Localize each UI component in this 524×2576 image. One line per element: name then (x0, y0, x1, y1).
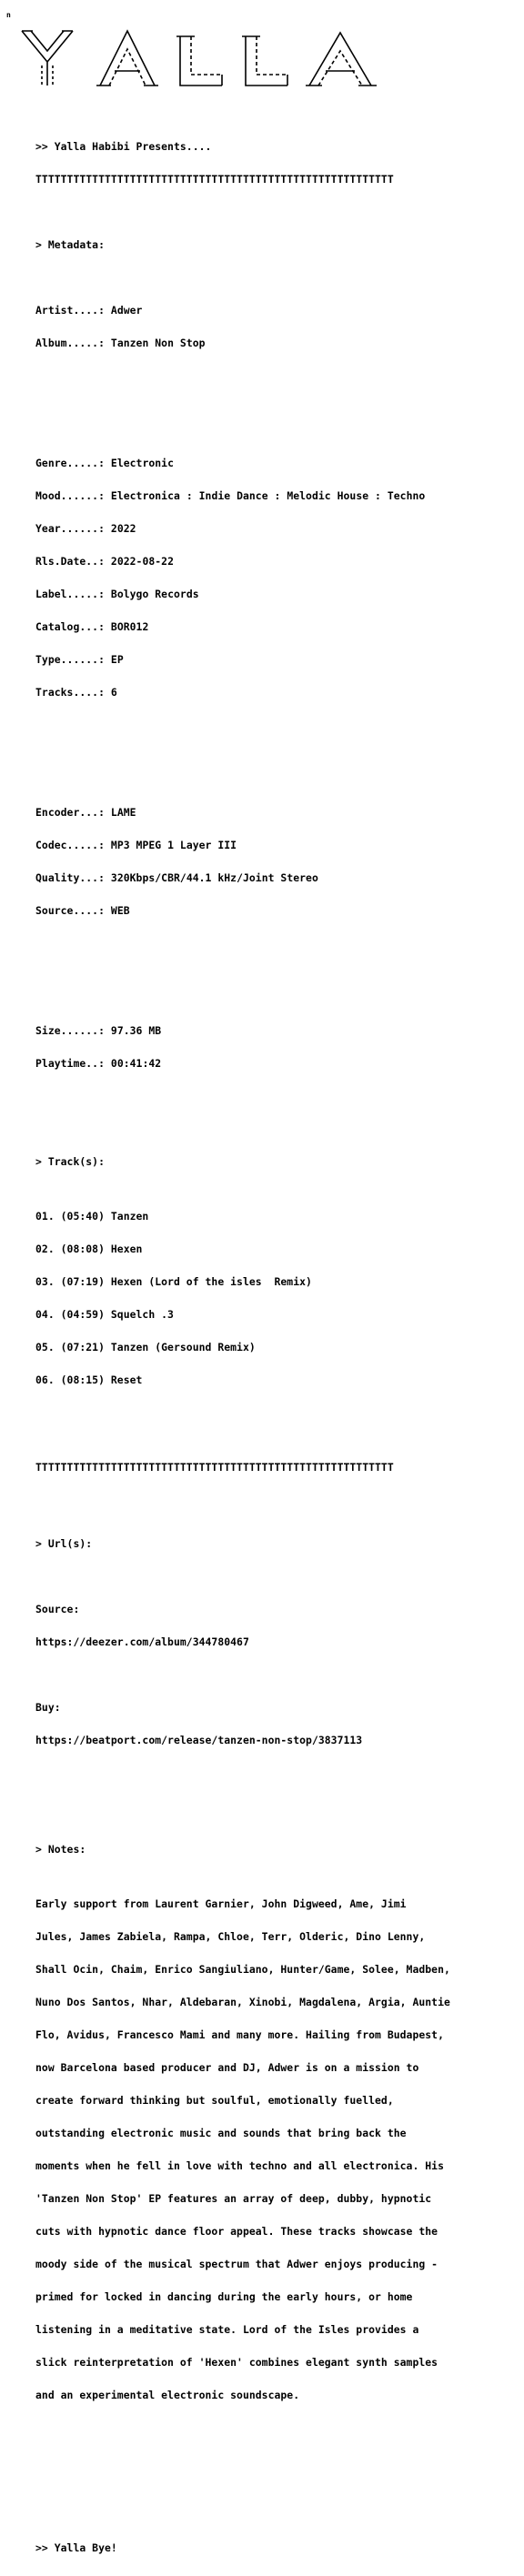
metadata-row: Playtime..: 00:41:42 (35, 1057, 162, 1070)
notes-line: Flo, Avidus, Francesco Mami and many more. Hailing from Budapest, (35, 2028, 445, 2041)
metadata-block-3 (35, 785, 450, 938)
track-item: 05. (07:21) Tanzen (Gersound Remix) (35, 1341, 256, 1353)
metadata-row: Label.....: Bolygo Records (35, 588, 199, 600)
track-item: 06. (08:15) Reset (35, 1374, 143, 1386)
notes-line: Shall Ocin, Chaim, Enrico Sangiuliano, Hunter/Game, Solee, Madben, (35, 1963, 450, 1976)
metadata-row: Album.....: Tanzen Non Stop (35, 337, 206, 349)
metadata-row: Mood......: Electronica : Indie Dance : Melodic House : Techno (35, 489, 426, 502)
logo-letter-a (96, 31, 158, 86)
corner-mark: n (6, 11, 11, 19)
metadata-row: Tracks....: 6 (35, 686, 117, 699)
metadata-row: Genre.....: Electronic (35, 457, 174, 469)
buy-label: Buy: (35, 1701, 61, 1714)
urls-heading: > Url(s): (35, 1537, 93, 1550)
notes-line: primed for locked in dancing during the early hours, or home (35, 2290, 413, 2303)
notes-line: cuts with hypnotic dance floor appeal. These tracks showcase the (35, 2225, 438, 2238)
divider-top: TTTTTTTTTTTTTTTTTTTTTTTTTTTTTTTTTTTTTTTTTTTTTTTTTTTTTTTTT (35, 173, 394, 186)
metadata-row: Year......: 2022 (35, 522, 136, 535)
metadata-row: Artist....: Adwer (35, 304, 143, 317)
notes-line: Nuno Dos Santos, Nhar, Aldebaran, Xinobi, Magdalena, Argia, Auntie (35, 1996, 450, 2008)
metadata-block-2 (35, 436, 450, 719)
metadata-row: Encoder...: LAME (35, 806, 136, 819)
metadata-heading: > Metadata: (35, 238, 105, 251)
track-item: 01. (05:40) Tanzen (35, 1210, 149, 1223)
track-list (35, 1189, 450, 1407)
logo-letter-a2 (306, 33, 377, 86)
buy-link[interactable]: https://beatport.com/release/tanzen-non-stop/3837113 (35, 1734, 363, 1746)
tracks-heading: > Track(s): (35, 1155, 105, 1168)
intro-line: >> Yalla Habibi Presents.... (35, 140, 212, 153)
notes-heading: > Notes: (35, 1843, 86, 1856)
logo-letter-l1 (176, 36, 222, 86)
metadata-row: Type......: EP (35, 653, 124, 666)
metadata-row: Rls.Date..: 2022-08-22 (35, 555, 174, 568)
source-link[interactable]: https://deezer.com/album/344780467 (35, 1635, 249, 1648)
notes-line: slick reinterpretation of 'Hexen' combines elegant synth samples (35, 2356, 438, 2369)
notes-line: create forward thinking but soulful, emotionally fuelled, (35, 2094, 394, 2107)
metadata-block-1 (35, 283, 450, 370)
notes-line: moments when he fell in love with techno and all electronica. His (35, 2159, 445, 2172)
notes-line: moody side of the musical spectrum that Adwer enjoys producing - (35, 2258, 438, 2270)
notes-line: now Barcelona based producer and DJ, Adwer is on a mission to (35, 2061, 419, 2074)
logo-letter-y (22, 31, 73, 86)
yalla-logo (20, 24, 384, 89)
metadata-row: Quality...: 320Kbps/CBR/44.1 kHz/Joint Stereo (35, 871, 318, 884)
track-item: 02. (08:08) Hexen (35, 1243, 143, 1255)
outro-line: >> Yalla Bye! (35, 2541, 117, 2554)
notes-line: 'Tanzen Non Stop' EP features an array of deep, dubby, hypnotic (35, 2192, 432, 2205)
notes-line: listening in a meditative state. Lord of the Isles provides a (35, 2323, 419, 2336)
divider-bottom: TTTTTTTTTTTTTTTTTTTTTTTTTTTTTTTTTTTTTTTTTTTTTTTTTTTTTTTTT (35, 1461, 394, 1474)
notes-body (35, 1877, 450, 2422)
notes-line: outstanding electronic music and sounds that bring back the (35, 2127, 407, 2139)
notes-line: Jules, James Zabiela, Rampa, Chloe, Terr, Olderic, Dino Lenny, (35, 1930, 426, 1943)
metadata-row: Size......: 97.36 MB (35, 1024, 162, 1037)
track-item: 04. (04:59) Squelch .3 (35, 1308, 174, 1321)
metadata-row: Source....: WEB (35, 904, 130, 917)
notes-line: Early support from Laurent Garnier, John Digweed, Ame, Jimi (35, 1897, 407, 1910)
track-item: 03. (07:19) Hexen (Lord of the isles Remix) (35, 1275, 312, 1288)
source-label: Source: (35, 1603, 80, 1615)
metadata-block-4 (35, 1003, 450, 1091)
metadata-row: Codec.....: MP3 MPEG 1 Layer III (35, 839, 237, 851)
notes-line: and an experimental electronic soundscape. (35, 2389, 300, 2401)
nfo-text (35, 119, 450, 2575)
metadata-row: Catalog...: BOR012 (35, 620, 149, 633)
logo-letter-l2 (242, 36, 287, 86)
